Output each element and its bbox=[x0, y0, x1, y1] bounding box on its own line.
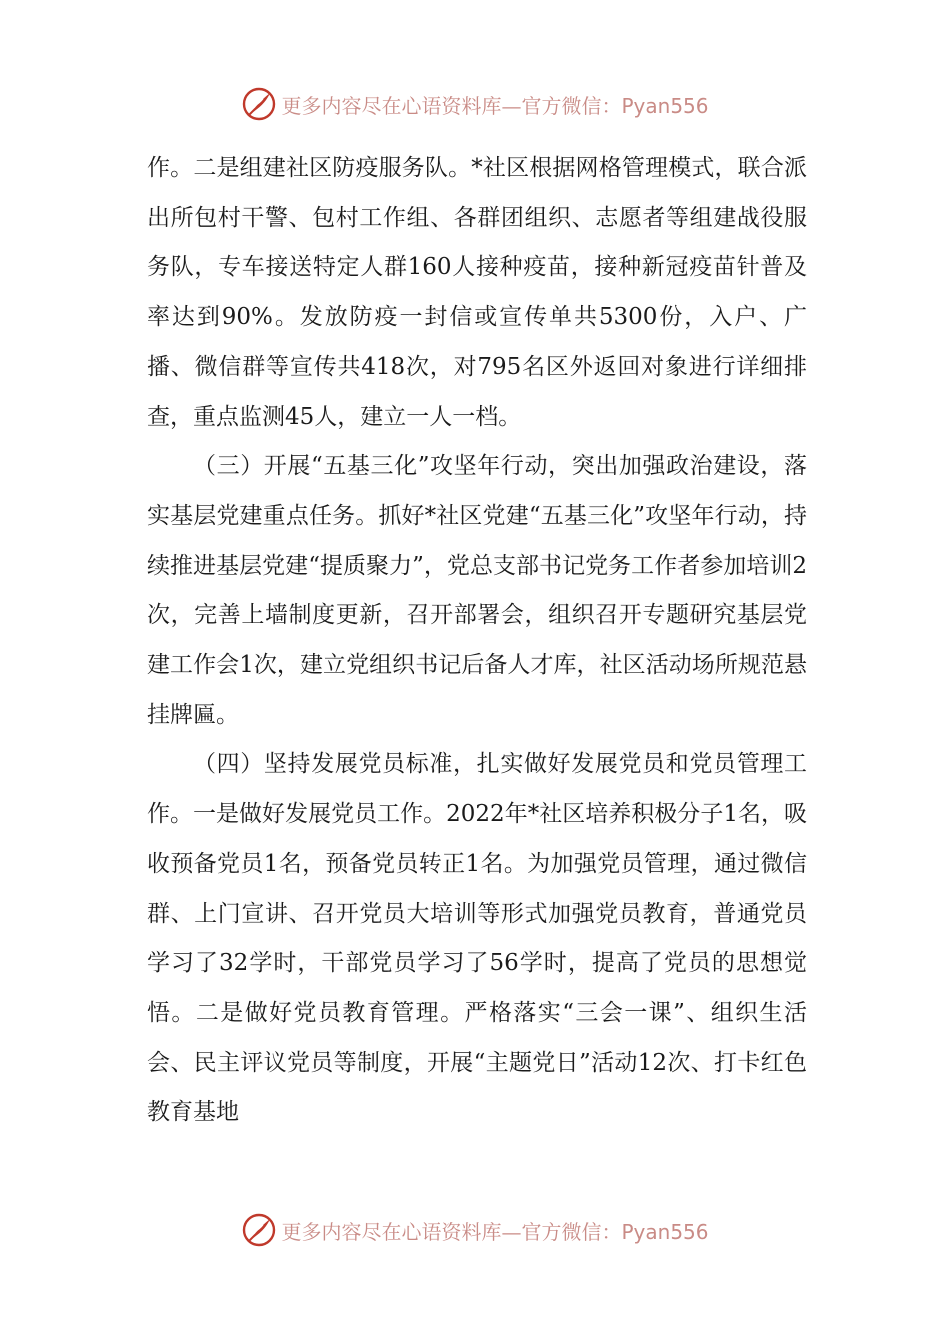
paragraph-epidemic-service: 作。二是组建社区防疫服务队。*社区根据网格管理模式，联合派出所包村干警、包村工作组、各群团组织、志愿者等组建战役服务队，专车接送特定人群160人接种疫苗，接种新冠疫苗针普及率达到90%。发放防疫一封信或宣传单共5300份，入户、广播、微信群等宣传共418次，对795名区外返回对象进行详细排查，重点监测45人，建立一人一档。 bbox=[147, 155, 807, 430]
paragraph-party-member-development: （四）坚持发展党员标准，扎实做好发展党员和党员管理工作。一是做好发展党员工作。2022年*社区培养积极分子1名，吸收预备党员1名，预备党员转正1名。为加强党员管理，通过微信群、上门宣讲、召开党员大培训等形式加强党员教育，普通党员学习了32学时，干部党员学习了56学时，提高了党员的思想觉悟。二是做好党员教育管理。严格落实“三会一课”、组织生活会、民主评议党员等制度，开展“主题党日”活动12次、打卡红色教育基地 bbox=[147, 751, 807, 1126]
paragraph-five-three-action: （三）开展“五基三化”攻坚年行动，突出加强政治建设，落实基层党建重点任务。抓好*社区党建“五基三化”攻坚年行动，持续推进基层党建“提质聚力”，党总支部书记党务工作者参加培训2次，完善上墙制度更新，召开部署会，组织召开专题研究基层党建工作会1次，建立党组织书记后备人才库，社区活动场所规范悬挂牌匾。 bbox=[147, 453, 807, 728]
watermark-text bbox=[281, 1216, 708, 1245]
watermark-text-cn: 更多内容尽在心语资料库—官方微信： bbox=[281, 93, 622, 118]
watermark-wechat-id: Pyan556 bbox=[621, 93, 709, 118]
footer-watermark-banner bbox=[0, 1208, 950, 1252]
document-body bbox=[147, 144, 807, 1138]
watermark-text bbox=[281, 90, 708, 119]
quill-seal-logo-icon bbox=[241, 1212, 277, 1248]
header-watermark-banner bbox=[0, 82, 950, 126]
watermark-wechat-id: Pyan556 bbox=[621, 1219, 709, 1244]
watermark-text-cn: 更多内容尽在心语资料库—官方微信： bbox=[281, 1219, 622, 1244]
quill-seal-logo-icon bbox=[241, 86, 277, 122]
